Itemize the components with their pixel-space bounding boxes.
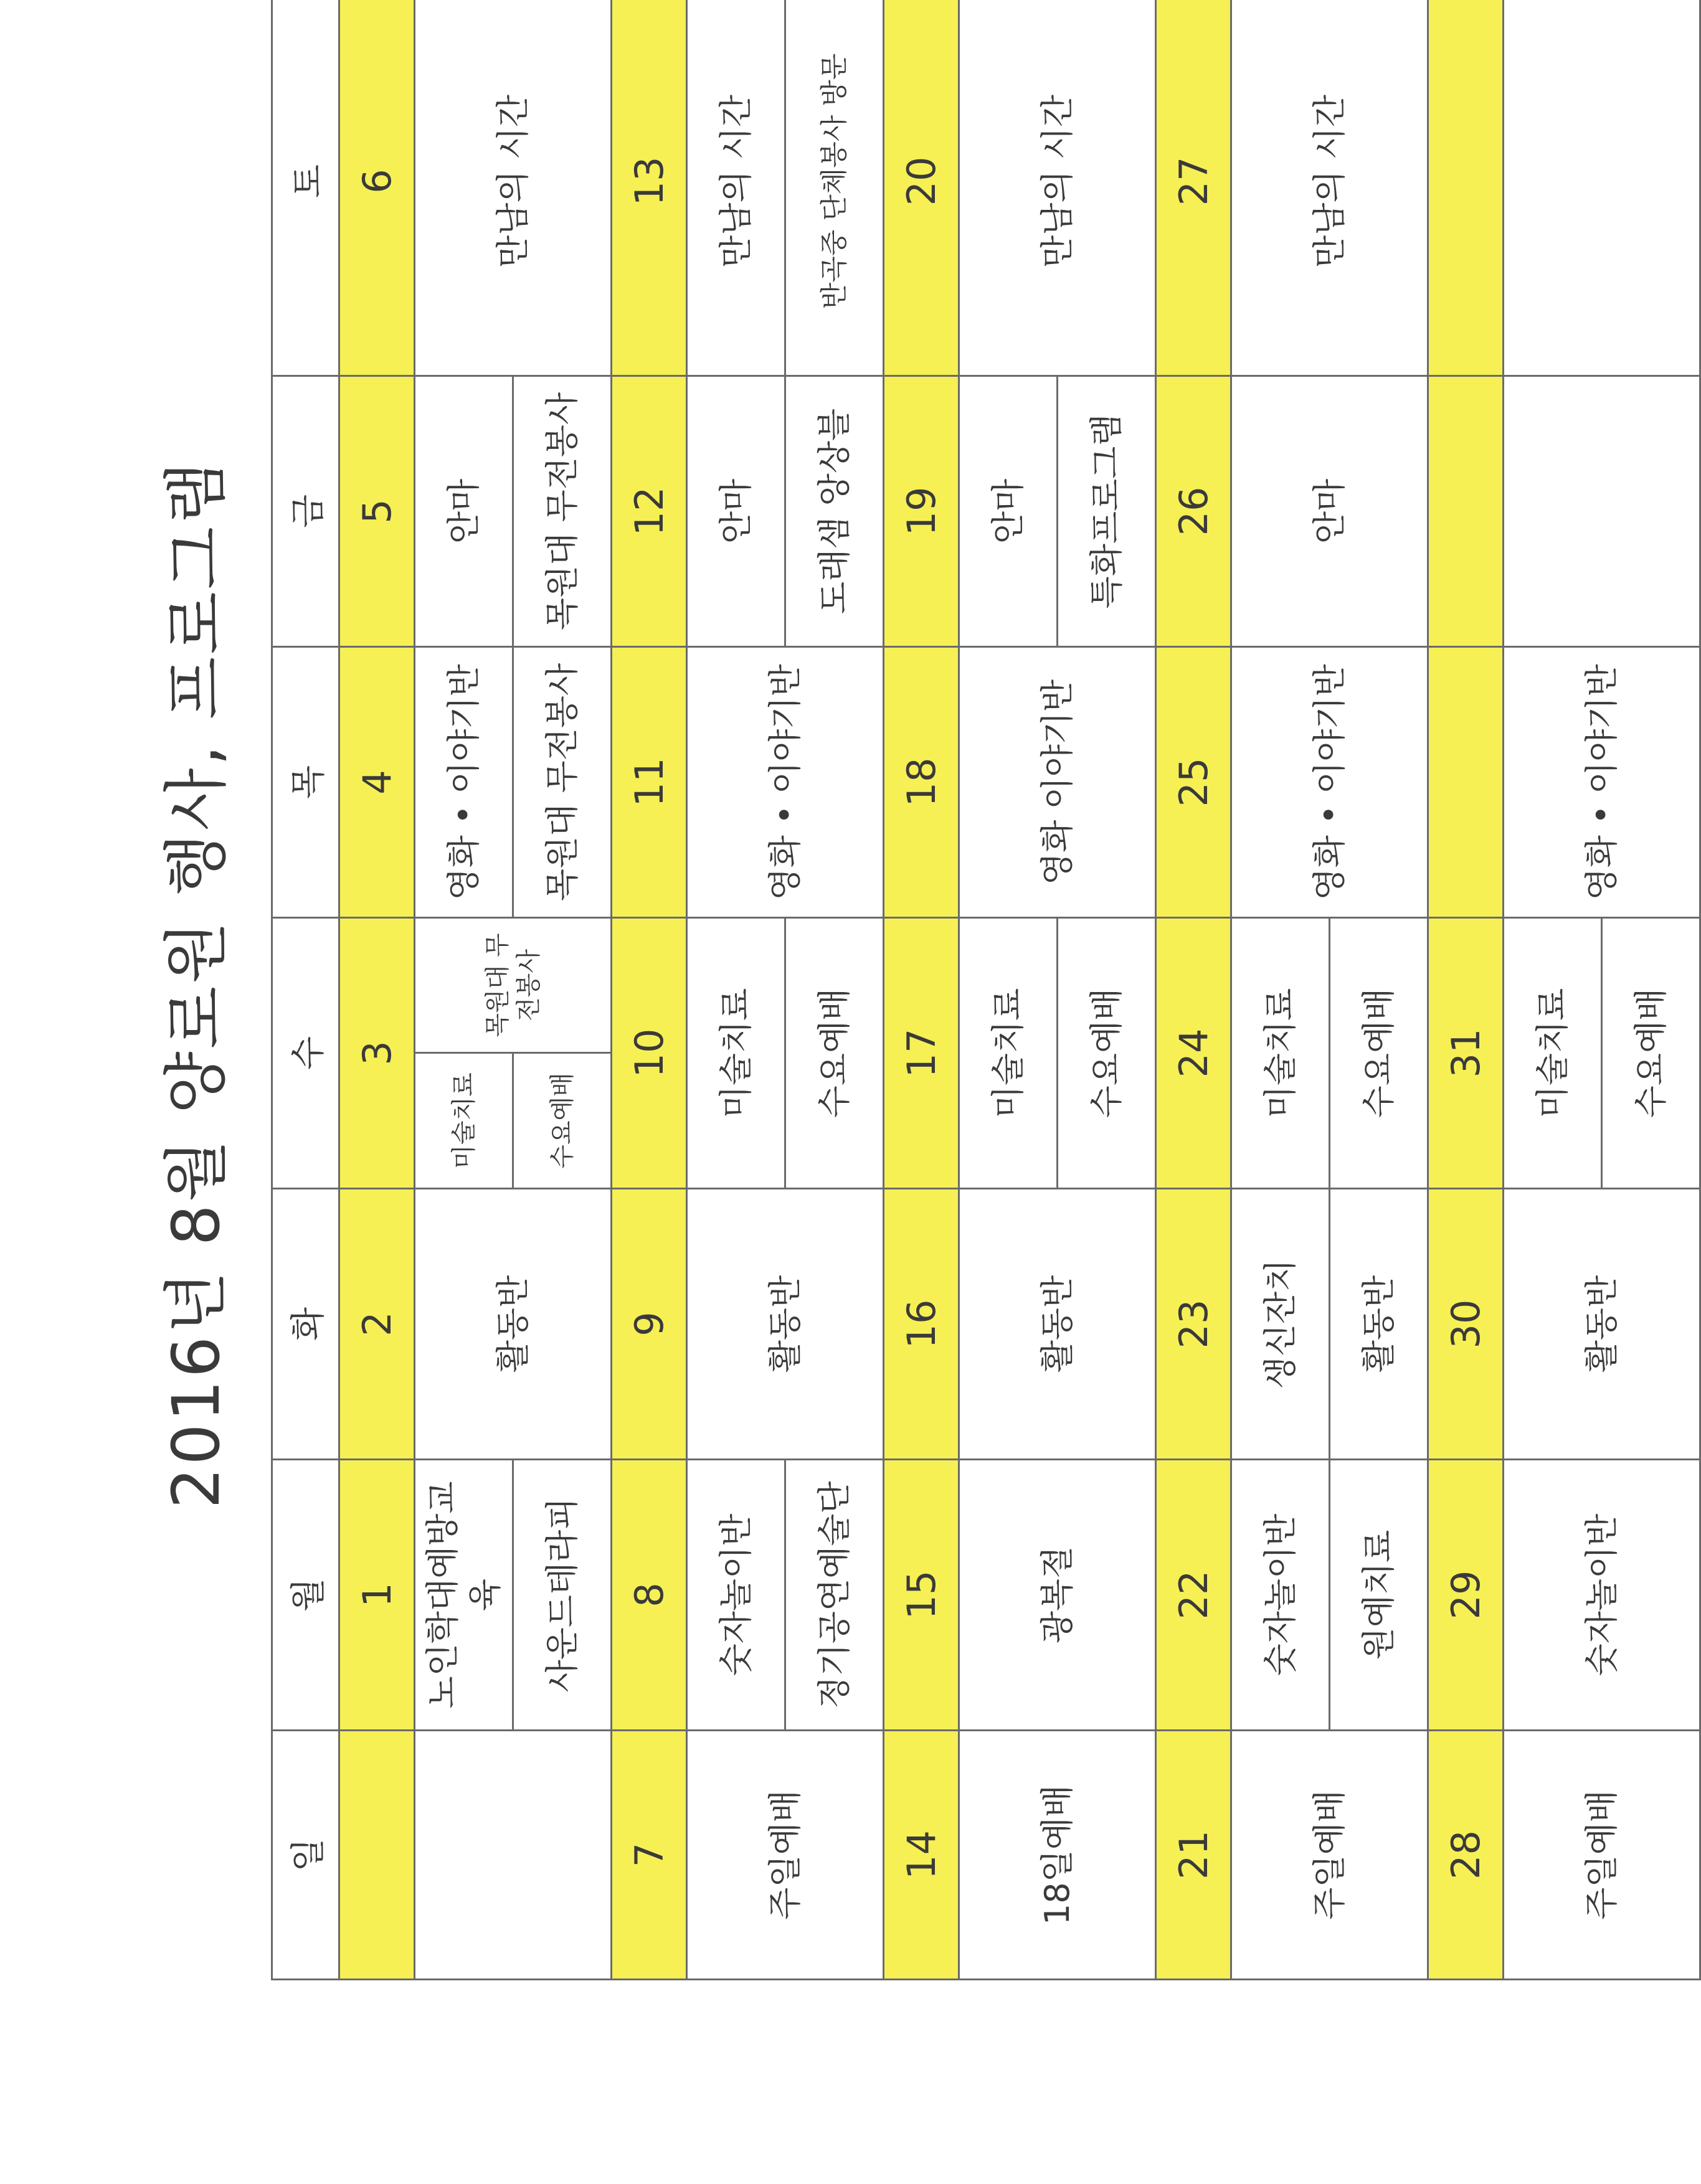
weekday-fri: 금 <box>272 376 339 646</box>
page-title: 2016년 8월 양로원 행사, 프로그램 <box>158 459 234 1509</box>
date-cell: 15 <box>884 1460 959 1731</box>
event-cell: 수요예배 <box>1058 917 1156 1188</box>
event-cell: 수요예배 <box>513 1053 612 1189</box>
week-5-events-a <box>1504 0 1602 1980</box>
date-cell: 2 <box>339 1189 415 1460</box>
event-cell: 만남의 시간 <box>1231 0 1428 376</box>
date-cell: 19 <box>884 376 959 646</box>
date-cell <box>339 1731 415 1980</box>
date-cell: 8 <box>612 1460 687 1731</box>
event-cell: 특화프로그램 <box>1058 376 1156 646</box>
week-2-events-a <box>687 0 785 1980</box>
event-cell: 영화 • 이야기반 <box>1504 646 1700 917</box>
date-cell: 27 <box>1156 0 1231 376</box>
event-cell: 원예치료 <box>1330 1460 1428 1731</box>
event-cell: 생신잔치 <box>1231 1189 1330 1460</box>
week-1-dates <box>339 0 415 1980</box>
event-cell: 안마 <box>687 376 785 646</box>
weekday-wed: 수 <box>272 917 339 1188</box>
event-cell: 미술치료 <box>1231 917 1330 1188</box>
week-2-dates <box>612 0 687 1980</box>
date-cell: 22 <box>1156 1460 1231 1731</box>
weekday-mon: 월 <box>272 1460 339 1731</box>
event-cell: 미술치료 <box>959 917 1058 1188</box>
event-cell: 수요예배 <box>1330 917 1428 1188</box>
date-cell: 10 <box>612 917 687 1188</box>
date-cell: 25 <box>1156 646 1231 917</box>
event-cell: 영화 • 이야기반 <box>415 646 513 917</box>
weekday-sat: 토 <box>272 0 339 376</box>
event-cell: 미술치료 <box>415 1053 513 1189</box>
event-cell: 숫자놀이반 <box>687 1460 785 1731</box>
date-cell <box>1428 646 1504 917</box>
week-2-events-b <box>785 0 884 1980</box>
event-cell: 목원대 무전봉사 <box>415 917 612 1052</box>
date-cell: 17 <box>884 917 959 1188</box>
event-cell: 영화 • 이야기반 <box>687 646 884 917</box>
date-cell: 12 <box>612 376 687 646</box>
event-cell: 미술치료 <box>1504 917 1602 1188</box>
event-cell: 활동반 <box>415 1189 612 1460</box>
calendar-table <box>271 0 1701 1980</box>
date-cell: 28 <box>1428 1731 1504 1980</box>
date-cell: 7 <box>612 1731 687 1980</box>
date-cell: 3 <box>339 917 415 1188</box>
date-cell <box>1428 0 1504 376</box>
event-cell: 노인학대예방교육 <box>415 1460 513 1731</box>
event-cell: 목원대 무전봉사 <box>513 646 612 917</box>
event-cell: 영화 • 이야기반 <box>1231 646 1428 917</box>
date-cell: 16 <box>884 1189 959 1460</box>
event-cell: 숫자놀이반 <box>1231 1460 1330 1731</box>
event-cell: 수요예배 <box>1602 917 1700 1188</box>
event-cell: 만남의 시간 <box>687 0 785 376</box>
week-3-dates <box>884 0 959 1980</box>
date-cell: 5 <box>339 376 415 646</box>
date-cell: 30 <box>1428 1189 1504 1460</box>
week-3-events-a <box>959 0 1058 1980</box>
date-cell: 21 <box>1156 1731 1231 1980</box>
empty-cell <box>1504 0 1700 376</box>
event-cell: 정기공연예술단 <box>785 1460 884 1731</box>
date-cell: 4 <box>339 646 415 917</box>
rotated-page <box>140 0 1670 1980</box>
event-cell: 영화 이야기반 <box>959 646 1156 917</box>
event-cell: 목원대 무전봉사 <box>513 376 612 646</box>
event-cell: 미술치료 <box>687 917 785 1188</box>
event-cell: 광복절 <box>959 1460 1156 1731</box>
weekday-header-row <box>272 0 339 1980</box>
date-cell: 29 <box>1428 1460 1504 1731</box>
event-cell: 만남의 시간 <box>415 0 612 376</box>
event-cell: 활동반 <box>687 1189 884 1460</box>
date-cell: 13 <box>612 0 687 376</box>
week-4-events-a <box>1231 0 1330 1980</box>
event-cell: 도래샘 앙상블 <box>785 376 884 646</box>
date-cell: 6 <box>339 0 415 376</box>
event-cell: 활동반 <box>1504 1189 1700 1460</box>
empty-cell <box>1504 376 1700 646</box>
event-cell: 사운드테라피 <box>513 1460 612 1731</box>
date-cell: 18 <box>884 646 959 917</box>
event-cell: 반곡중 단체봉사 방문 <box>785 0 884 376</box>
event-cell: 숫자놀이반 <box>1504 1460 1700 1731</box>
empty-cell <box>415 1731 612 1980</box>
date-cell: 24 <box>1156 917 1231 1188</box>
week-1-events-a <box>415 0 513 1980</box>
date-cell: 20 <box>884 0 959 376</box>
event-cell: 주일예배 <box>1231 1731 1428 1980</box>
date-cell: 1 <box>339 1460 415 1731</box>
event-cell: 안마 <box>1231 376 1428 646</box>
date-cell: 31 <box>1428 917 1504 1188</box>
date-cell: 14 <box>884 1731 959 1980</box>
date-cell: 26 <box>1156 376 1231 646</box>
event-cell: 만남의 시간 <box>959 0 1156 376</box>
event-cell: 수요예배 <box>785 917 884 1188</box>
event-cell: 안마 <box>415 376 513 646</box>
event-cell: 주일예배 <box>1504 1731 1700 1980</box>
week-5-dates <box>1428 0 1504 1980</box>
weekday-thu: 목 <box>272 646 339 917</box>
date-cell <box>1428 376 1504 646</box>
weekday-tue: 화 <box>272 1189 339 1460</box>
event-cell: 18일예배 <box>959 1731 1156 1980</box>
weekday-sun: 일 <box>272 1731 339 1980</box>
event-cell: 활동반 <box>1330 1189 1428 1460</box>
event-cell: 안마 <box>959 376 1058 646</box>
event-cell: 활동반 <box>959 1189 1156 1460</box>
date-cell: 23 <box>1156 1189 1231 1460</box>
date-cell: 9 <box>612 1189 687 1460</box>
week-4-dates <box>1156 0 1231 1980</box>
event-cell: 주일예배 <box>687 1731 884 1980</box>
date-cell: 11 <box>612 646 687 917</box>
